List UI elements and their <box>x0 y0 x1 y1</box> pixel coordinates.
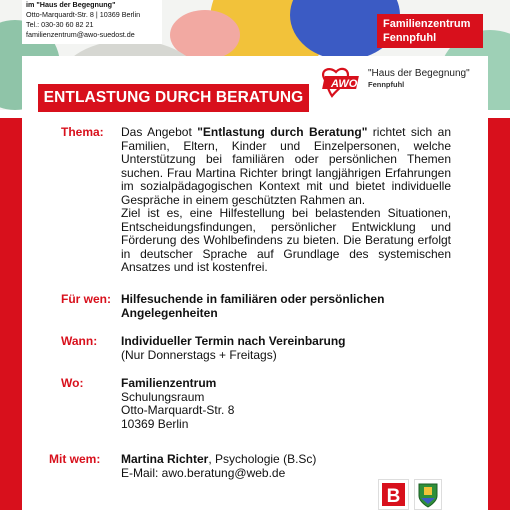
thema-paragraph-2: Ziel ist es, eine Hilfestellung bei belastenden Situationen, Entscheidungsfindungen, persönlicher Entwicklung und Förderung des Wohlbefindens zu bieten. Die Beratung erfolgt in deutscher Sprache auf Grundlage des systemischen Ansatzes und ist kostenfrei. <box>121 206 451 274</box>
crest-icon <box>415 480 441 509</box>
wo-line-1: Familienzentrum <box>121 376 217 390</box>
address-phone: Tel.: 030-30 60 82 21 <box>26 20 94 29</box>
mit-wem-text <box>121 453 381 480</box>
wann-text <box>121 335 461 362</box>
contact-role: , Psychologie (B.Sc) <box>208 452 317 466</box>
badge-line-2: Fennpfuhl <box>383 32 437 44</box>
wann-line-1: Individueller Termin nach Vereinbarung <box>121 334 346 348</box>
wo-line-2: Schulungsraum <box>121 389 205 404</box>
thema-label: Thema: <box>61 125 104 139</box>
wo-line-3: Otto-Marquardt-Str. 8 <box>121 403 235 417</box>
thema-paragraph-1 <box>121 126 451 207</box>
fuer-wen-label: Für wen: <box>61 292 111 306</box>
mit-wem-line-1 <box>121 453 381 467</box>
fuer-wen-line-1: Hilfesuchende in familiären oder persönlichen <box>121 292 385 306</box>
address-name: im "Haus der Begegnung" <box>26 0 116 9</box>
wann-line-2: (Nur Donnerstags + Freitags) <box>121 347 277 362</box>
wo-label: Wo: <box>61 376 84 390</box>
awo-mark-text: AWO <box>331 78 358 90</box>
page-title: ENTLASTUNG DURCH BERATUNG <box>38 84 309 112</box>
address-email: familienzentrum@awo-suedost.de <box>26 30 135 39</box>
mit-wem-label: Mit wem: <box>49 452 101 466</box>
awo-logo-line-1: "Haus der Begegnung" <box>368 68 470 79</box>
wo-text <box>121 377 461 431</box>
thema-p1-rest: richtet sich an Familien, Eltern, Kinder und Einzelpersonen, welche Unterstützung bei familiären oder persönlichen Themen suchen. Frau Martina Richter bringt langjährigen Erfahrungen im sozialpädagogischen Kontext mit und bietet individuelle Gespräche in einem geschützten Rahmen an. <box>121 125 451 207</box>
district-crest-logo <box>414 479 442 510</box>
thema-p1-start: Das Angebot <box>121 125 198 139</box>
awo-logo <box>318 66 478 100</box>
address-block <box>22 0 162 44</box>
wo-line-4: 10369 Berlin <box>121 416 189 431</box>
address-street: Otto-Marquardt-Str. 8 | 10369 Berlin <box>26 10 141 19</box>
thema-offer-name: "Entlastung durch Beratung" <box>197 125 368 139</box>
contact-name: Martina Richter <box>121 452 209 466</box>
thema-text <box>121 126 451 275</box>
wann-label: Wann: <box>61 334 98 348</box>
badge-line-1: Familienzentrum <box>383 18 471 30</box>
awo-logo-text <box>368 68 470 90</box>
fuer-wen-line-2: Angelegenheiten <box>121 305 218 320</box>
berlin-logo-letter: B <box>386 486 401 507</box>
contact-email[interactable]: E-Mail: awo.beratung@web.de <box>121 465 286 480</box>
familienzentrum-badge <box>377 14 483 48</box>
awo-heart-icon <box>318 66 364 98</box>
fuer-wen-text <box>121 293 461 320</box>
berlin-b-icon <box>379 480 408 509</box>
berlin-logo <box>378 479 409 510</box>
awo-logo-line-2: Fennpfuhl <box>368 80 405 89</box>
